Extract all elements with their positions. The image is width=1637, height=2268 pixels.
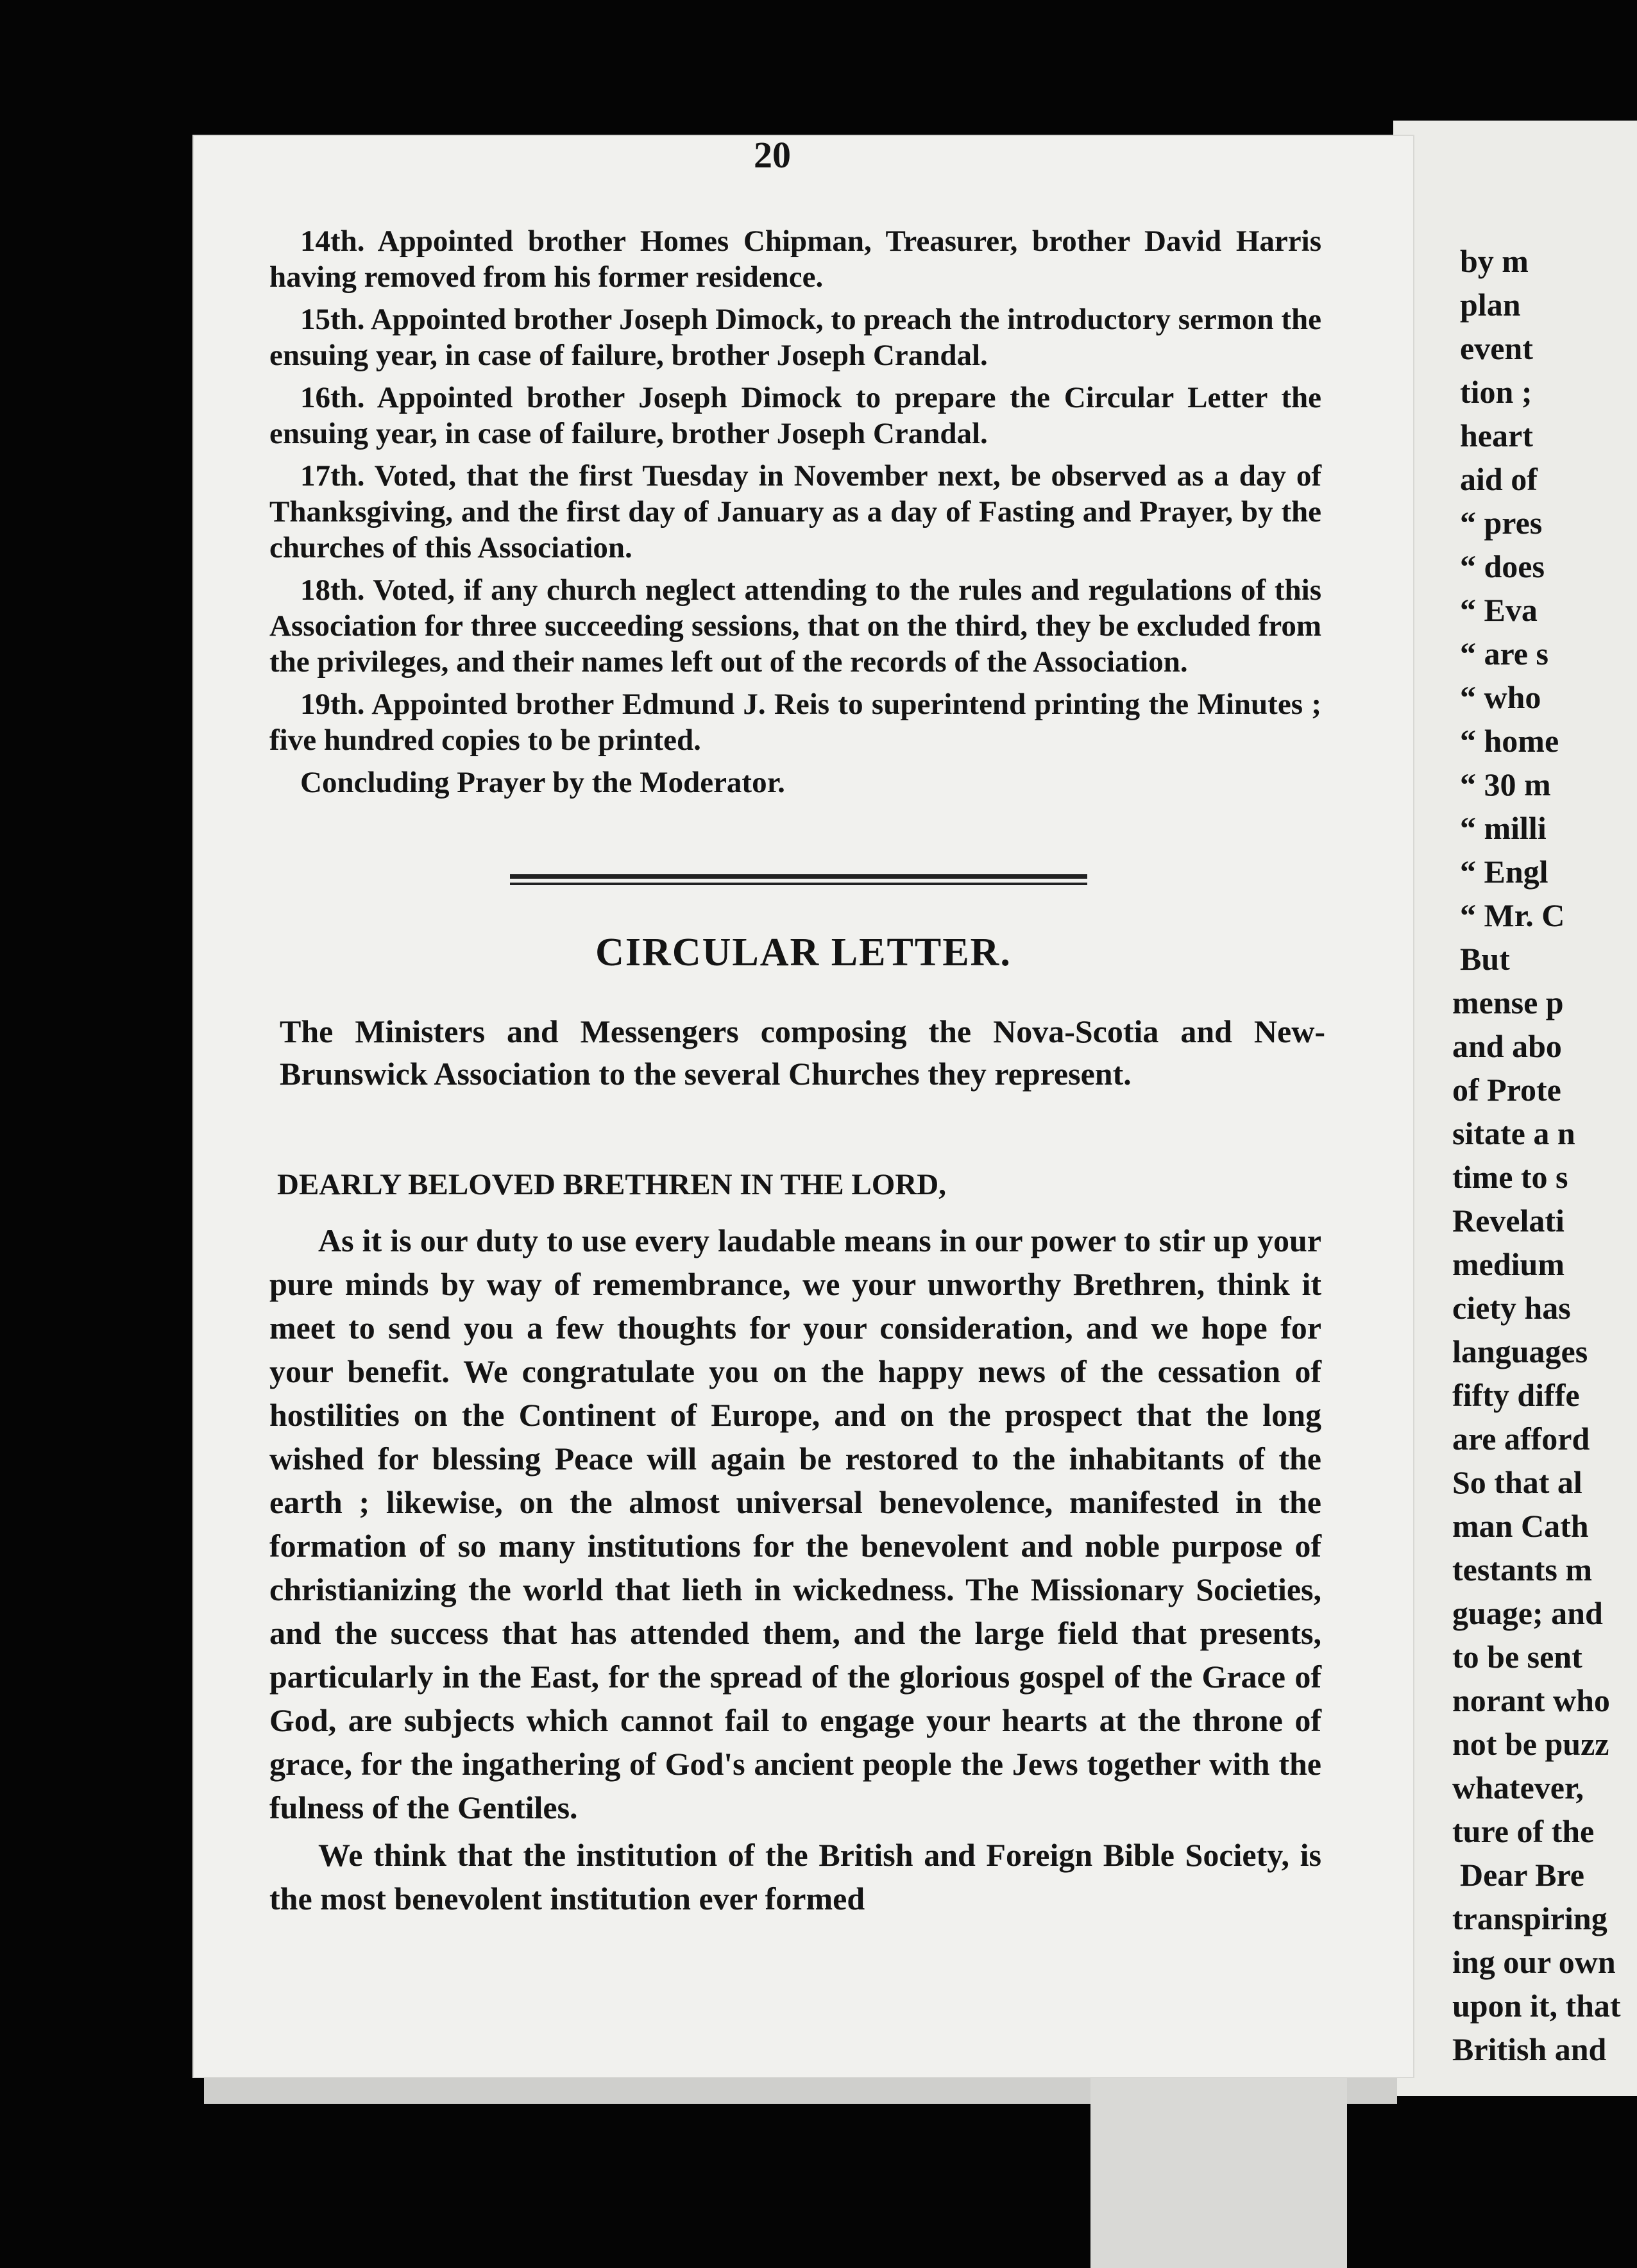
facing-page-line: tion ; — [1460, 374, 1532, 410]
minute-item: 16th. Appointed brother Joseph Dimock to prepare the Circular Letter the ensuing year, in case of failure, brother Joseph Crandal. — [269, 381, 1321, 450]
facing-page-line: and abo — [1452, 1028, 1562, 1064]
facing-page-line: of Prote — [1452, 1072, 1561, 1108]
facing-page-line: event — [1460, 330, 1533, 366]
facing-page-line: man Cath — [1452, 1508, 1589, 1544]
facing-page-line: “ Engl — [1460, 854, 1548, 890]
facing-page-line: upon it, that — [1452, 1988, 1621, 2024]
facing-page-line: plan — [1460, 287, 1521, 323]
facing-page-line: testants m — [1452, 1552, 1593, 1587]
facing-page-line: But — [1460, 941, 1510, 977]
facing-page-line: sitate a n — [1452, 1115, 1575, 1151]
facing-page-line: time to s — [1452, 1159, 1568, 1195]
facing-page-line: ture of the — [1452, 1813, 1595, 1849]
facing-page-line: “ home — [1460, 723, 1559, 759]
facing-page-line: So that al — [1452, 1464, 1582, 1500]
minute-item: 18th. Voted, if any church neglect attending to the rules and regulations of this Association for three succeeding sessions, that on the third, they be excluded from the privileges, and their names left out of the records of the Association. — [269, 573, 1321, 679]
salutation: DEARLY BELOVED BRETHREN IN THE LORD, — [277, 1168, 946, 1201]
facing-page-line: Dear Bre — [1460, 1857, 1584, 1893]
page-number: 20 — [754, 134, 791, 176]
facing-page-line: “ 30 m — [1460, 766, 1551, 802]
divider-rule — [510, 874, 1087, 879]
facing-page-line: ing our own — [1452, 1944, 1616, 1980]
facing-page-line: medium — [1452, 1246, 1565, 1282]
minute-item: 15th. Appointed brother Joseph Dimock, to preach the introductory sermon the ensuing year, in case of failure, brother Joseph Crandal. — [269, 303, 1321, 372]
divider-rule — [510, 883, 1087, 885]
facing-page-line: “ are s — [1460, 636, 1548, 672]
facing-page — [1393, 121, 1637, 2096]
facing-page-line: whatever, — [1452, 1770, 1584, 1806]
facing-page-line: “ pres — [1460, 505, 1543, 541]
letter-body — [269, 1219, 1321, 1924]
minute-item: 19th. Appointed brother Edmund J. Reis to superintend printing the Minutes ; five hundred copies to be printed. — [269, 688, 1321, 757]
facing-page-line: Revelati — [1452, 1203, 1565, 1239]
facing-page-line: “ does — [1460, 548, 1545, 584]
paragraph: As it is our duty to use every laudable means in our power to stir up your pure minds by way of remembrance, we your unworthy Brethren, think it meet to send you a few thoughts for your consideration, and we hope for your benefit. We congratulate you on the happy news of the cessation of hostilities on the Continent of Europe, and on the prospect that the long wished for blessing Peace will again be restored to the inhabitants of the earth ; likewise, on the almost universal benevolence, manifested in the formation of so many institutions for the benevolent and noble purpose of christianizing the world that lieth in wickedness. The Missionary Societies, and the success that has attended them, and the large field that presents, particularly in the East, for the spread of the glorious gospel of the Grace of God, are subjects which cannot fail to engage your hearts at the throne of grace, for the ingathering of God's ancient people the Jews together with the fulness of the Gentiles. — [269, 1223, 1321, 1825]
facing-page-line: “ who — [1460, 679, 1541, 715]
minutes-list — [269, 223, 1321, 800]
facing-page-line: are afford — [1452, 1421, 1590, 1457]
facing-page-line: “ Mr. C — [1460, 897, 1565, 933]
facing-page-line: ciety has — [1452, 1290, 1571, 1326]
address-line: The Ministers and Messengers composing the Nova-Scotia and New-Brunswick Association to the several Churches they represent. — [280, 1013, 1325, 1092]
facing-page-line: “ Eva — [1460, 592, 1538, 628]
facing-page-line: mense p — [1452, 985, 1564, 1020]
minute-item: 14th. Appointed brother Homes Chipman, Treasurer, brother David Harris having removed from his former residence. — [269, 224, 1321, 294]
facing-page-line: British and — [1452, 2031, 1607, 2067]
facing-page-line: fifty diffe — [1452, 1377, 1580, 1413]
facing-page-line: by m — [1460, 243, 1529, 279]
facing-page-line: heart — [1460, 418, 1533, 453]
minute-item: 17th. Voted, that the first Tuesday in November next, be observed as a day of Thanksgiving, and the first day of January as a day of Fasting and Prayer, by the churches of this Association. — [269, 459, 1321, 564]
facing-page-line: “ milli — [1460, 810, 1547, 846]
facing-page-line: aid of — [1460, 461, 1538, 497]
facing-page-line: guage; and — [1452, 1595, 1603, 1631]
facing-page-line: not be puzz — [1452, 1726, 1609, 1762]
section-heading: CIRCULAR LETTER. — [595, 931, 1012, 974]
paragraph: We think that the institution of the British and Foreign Bible Society, is the most benevolent institution ever formed — [269, 1837, 1321, 1917]
page-stub — [1090, 2078, 1347, 2268]
facing-page-line: languages — [1452, 1333, 1588, 1369]
facing-page-line: to be sent — [1452, 1639, 1582, 1675]
facing-page-line: norant who — [1452, 1682, 1610, 1718]
facing-page-line: transpiring — [1452, 1900, 1607, 1936]
closing-line: Concluding Prayer by the Moderator. — [300, 766, 785, 799]
